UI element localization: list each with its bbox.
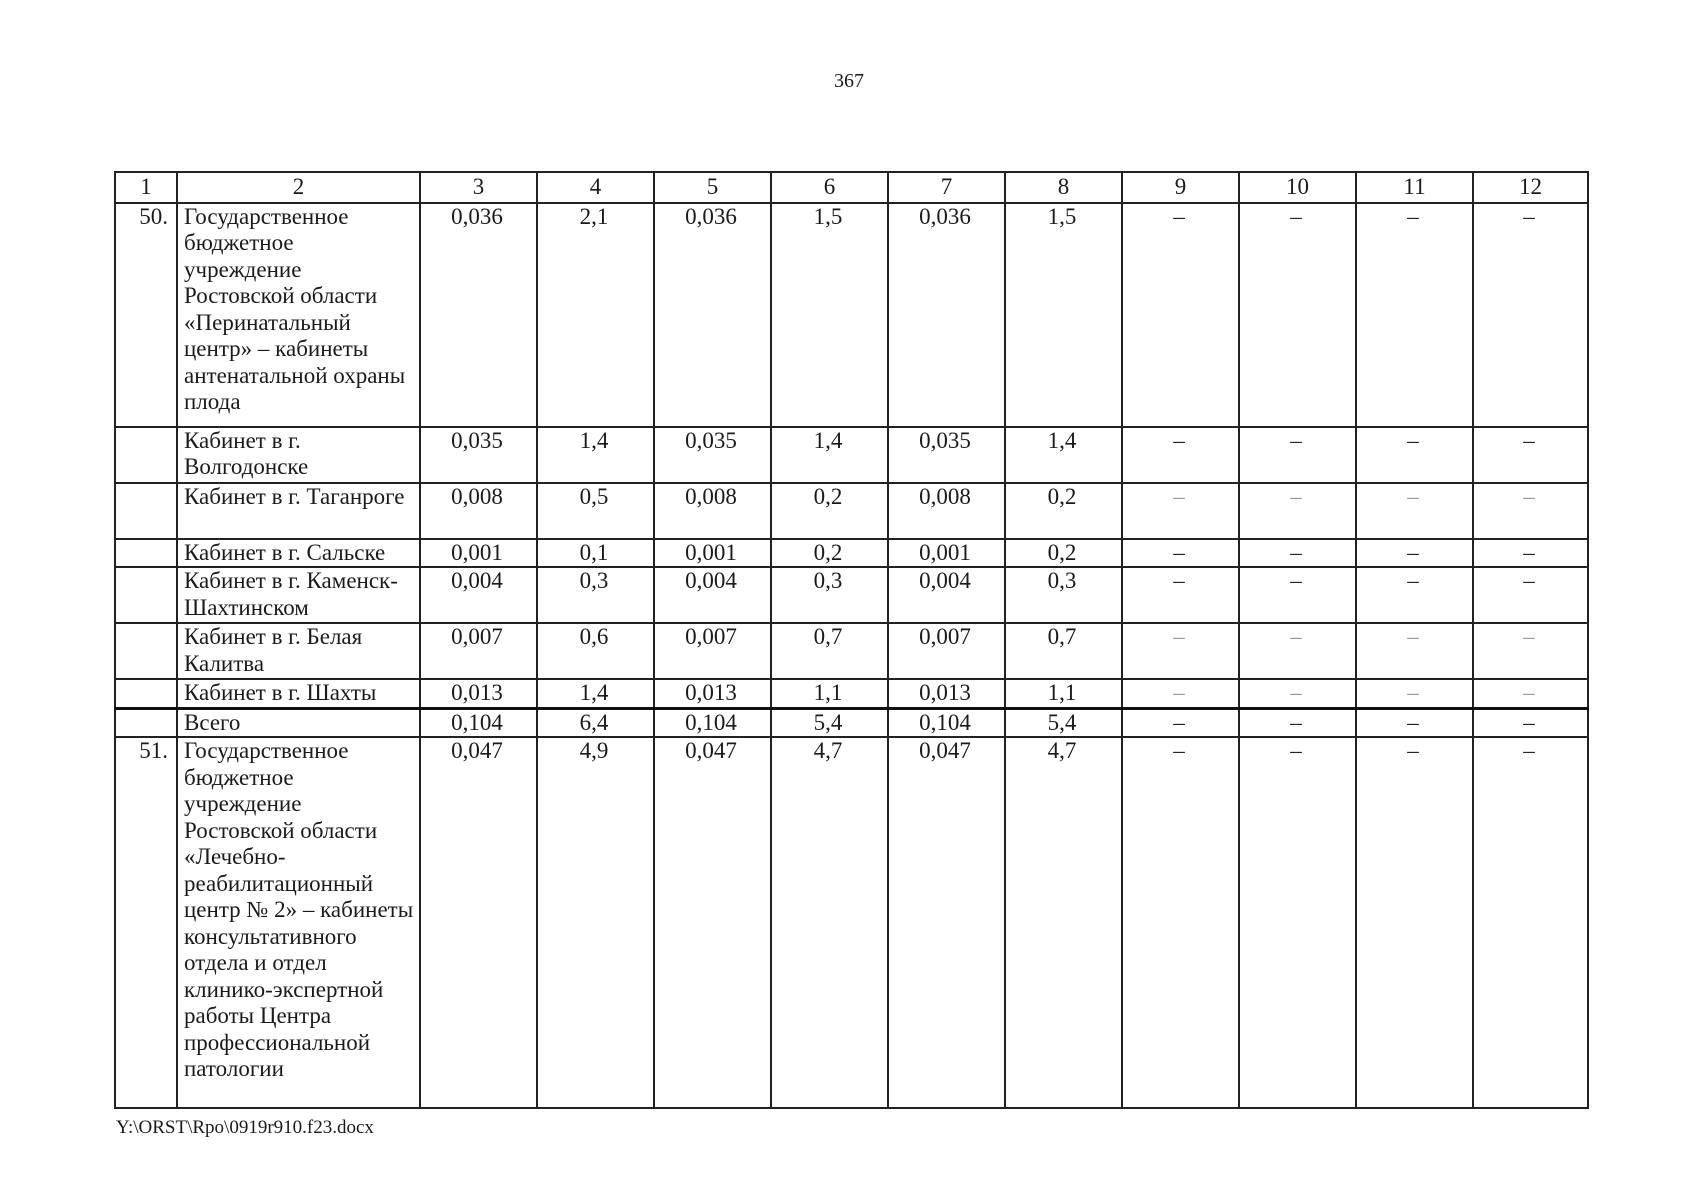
value-cell: –: [1473, 539, 1588, 568]
value-cell: –: [1356, 737, 1473, 1108]
value-cell: –: [1356, 203, 1473, 427]
value-cell: –: [1356, 679, 1473, 708]
row-number-cell: [115, 483, 177, 539]
value-cell: 1,5: [1005, 203, 1122, 427]
value-cell: 0,104: [888, 708, 1005, 737]
value-cell: –: [1473, 679, 1588, 708]
value-cell: –: [1239, 679, 1356, 708]
value-cell: –: [1239, 483, 1356, 539]
value-cell: 1,5: [771, 203, 888, 427]
institution-name-cell: Государственное бюджетное учреждение Ростовской области «Лечебно-реабилитационный центр № 2» – кабинеты консультативного отдела и отдел клинико-экспертной работы Центра профессиональной патологии: [177, 737, 420, 1108]
table-row: [115, 203, 1588, 427]
column-number-cell: 4: [537, 172, 654, 203]
value-cell: 0,035: [654, 427, 771, 483]
column-number-cell: 5: [654, 172, 771, 203]
value-cell: –: [1239, 539, 1356, 568]
table-row: [115, 737, 1588, 1108]
value-cell: 0,035: [888, 427, 1005, 483]
value-cell: 1,4: [1005, 427, 1122, 483]
value-cell: 0,013: [420, 679, 537, 708]
row-number-cell: [115, 567, 177, 623]
table-row: [115, 483, 1588, 539]
value-cell: 0,001: [420, 539, 537, 568]
value-cell: –: [1239, 623, 1356, 679]
value-cell: 0,7: [1005, 623, 1122, 679]
value-cell: 0,008: [654, 483, 771, 539]
value-cell: 1,4: [537, 679, 654, 708]
value-cell: –: [1122, 679, 1239, 708]
row-number-cell: [115, 708, 177, 737]
value-cell: 1,1: [1005, 679, 1122, 708]
table-row: [115, 679, 1588, 708]
table-row: [115, 427, 1588, 483]
value-cell: –: [1356, 483, 1473, 539]
value-cell: –: [1473, 483, 1588, 539]
column-number-cell: 7: [888, 172, 1005, 203]
institution-name-cell: Кабинет в г. Волгодонске: [177, 427, 420, 483]
institution-name-cell: Кабинет в г. Таганроге: [177, 483, 420, 539]
table-row: [115, 567, 1588, 623]
column-number-cell: 8: [1005, 172, 1122, 203]
value-cell: –: [1122, 708, 1239, 737]
value-cell: 6,4: [537, 708, 654, 737]
value-cell: 0,004: [888, 567, 1005, 623]
value-cell: 0,047: [888, 737, 1005, 1108]
row-number-cell: [115, 623, 177, 679]
table-row: [115, 539, 1588, 568]
value-cell: 5,4: [771, 708, 888, 737]
value-cell: –: [1473, 203, 1588, 427]
value-cell: 0,5: [537, 483, 654, 539]
value-cell: 0,047: [420, 737, 537, 1108]
value-cell: 0,007: [420, 623, 537, 679]
value-cell: 4,9: [537, 737, 654, 1108]
data-table: [114, 171, 1589, 1109]
value-cell: –: [1356, 427, 1473, 483]
value-cell: –: [1239, 708, 1356, 737]
value-cell: –: [1122, 567, 1239, 623]
value-cell: –: [1239, 427, 1356, 483]
value-cell: 0,036: [888, 203, 1005, 427]
table-row: [115, 623, 1588, 679]
page-number: 367: [834, 70, 864, 92]
value-cell: –: [1473, 708, 1588, 737]
institution-name-cell: Кабинет в г. Каменск-Шахтинском: [177, 567, 420, 623]
value-cell: 0,104: [654, 708, 771, 737]
row-number-cell: [115, 427, 177, 483]
column-number-cell: 6: [771, 172, 888, 203]
value-cell: 0,007: [654, 623, 771, 679]
value-cell: –: [1122, 483, 1239, 539]
value-cell: 0,104: [420, 708, 537, 737]
value-cell: 0,004: [420, 567, 537, 623]
institution-name-cell: Кабинет в г. Сальске: [177, 539, 420, 568]
value-cell: 0,1: [537, 539, 654, 568]
value-cell: 0,013: [654, 679, 771, 708]
value-cell: –: [1122, 203, 1239, 427]
value-cell: –: [1239, 737, 1356, 1108]
value-cell: –: [1473, 427, 1588, 483]
column-number-cell: 1: [115, 172, 177, 203]
value-cell: 0,001: [888, 539, 1005, 568]
institution-name-cell: Кабинет в г. Белая Калитва: [177, 623, 420, 679]
value-cell: –: [1356, 539, 1473, 568]
value-cell: 1,1: [771, 679, 888, 708]
column-number-cell: 11: [1356, 172, 1473, 203]
value-cell: 0,001: [654, 539, 771, 568]
value-cell: –: [1122, 623, 1239, 679]
column-number-cell: 9: [1122, 172, 1239, 203]
value-cell: 0,2: [1005, 539, 1122, 568]
value-cell: –: [1122, 539, 1239, 568]
value-cell: 0,6: [537, 623, 654, 679]
value-cell: 0,2: [771, 483, 888, 539]
value-cell: 4,7: [771, 737, 888, 1108]
row-number-cell: [115, 539, 177, 568]
value-cell: 1,4: [537, 427, 654, 483]
value-cell: 0,3: [1005, 567, 1122, 623]
total-row: [115, 708, 1588, 737]
value-cell: –: [1473, 737, 1588, 1108]
institution-name-cell: Государственное бюджетное учреждение Ростовской области «Перинатальный центр» – кабинеты антенатальной охраны плода: [177, 203, 420, 427]
value-cell: 0,3: [771, 567, 888, 623]
value-cell: 4,7: [1005, 737, 1122, 1108]
column-number-cell: 12: [1473, 172, 1588, 203]
value-cell: –: [1356, 708, 1473, 737]
value-cell: –: [1239, 203, 1356, 427]
value-cell: 0,013: [888, 679, 1005, 708]
column-number-row: [115, 172, 1588, 203]
value-cell: 0,7: [771, 623, 888, 679]
value-cell: 0,036: [654, 203, 771, 427]
total-label-cell: Всего: [177, 708, 420, 737]
value-cell: –: [1473, 623, 1588, 679]
column-number-cell: 10: [1239, 172, 1356, 203]
value-cell: 0,2: [771, 539, 888, 568]
value-cell: 0,036: [420, 203, 537, 427]
row-number-cell: 50.: [115, 203, 177, 427]
footer-file-path: Y:\ORST\Rpo\0919r910.f23.docx: [116, 1117, 374, 1138]
column-number-cell: 3: [420, 172, 537, 203]
value-cell: –: [1122, 427, 1239, 483]
value-cell: –: [1122, 737, 1239, 1108]
value-cell: 0,007: [888, 623, 1005, 679]
value-cell: 0,008: [888, 483, 1005, 539]
column-number-cell: 2: [177, 172, 420, 203]
value-cell: 1,4: [771, 427, 888, 483]
value-cell: 0,3: [537, 567, 654, 623]
value-cell: 0,2: [1005, 483, 1122, 539]
institution-name-cell: Кабинет в г. Шахты: [177, 679, 420, 708]
value-cell: 0,004: [654, 567, 771, 623]
row-number-cell: 51.: [115, 737, 177, 1108]
value-cell: 0,008: [420, 483, 537, 539]
value-cell: –: [1356, 623, 1473, 679]
value-cell: –: [1239, 567, 1356, 623]
value-cell: 5,4: [1005, 708, 1122, 737]
value-cell: 0,035: [420, 427, 537, 483]
value-cell: 0,047: [654, 737, 771, 1108]
row-number-cell: [115, 679, 177, 708]
value-cell: 2,1: [537, 203, 654, 427]
value-cell: –: [1473, 567, 1588, 623]
value-cell: –: [1356, 567, 1473, 623]
